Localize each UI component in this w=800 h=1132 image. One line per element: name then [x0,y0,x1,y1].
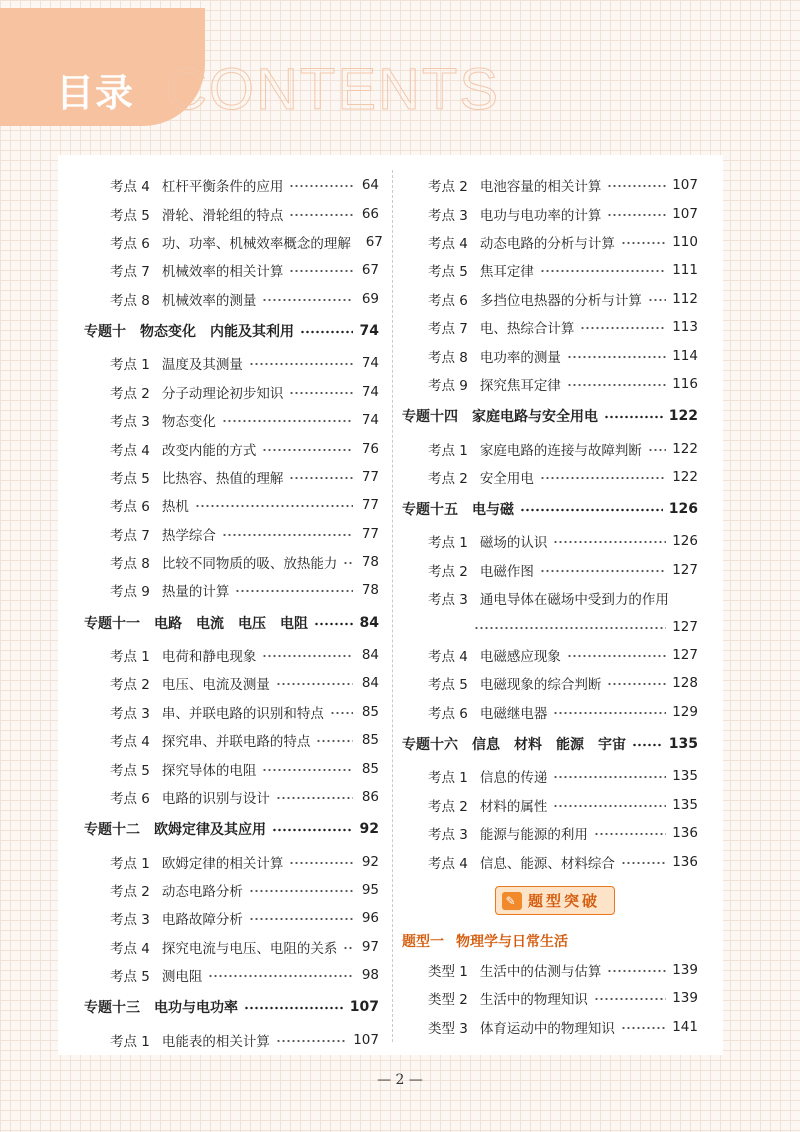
toc-entry-page: 74 [361,412,379,429]
toc-entry-label: 考点 4 [428,855,468,872]
toc-entry-page: 107 [672,177,698,194]
leader-dots [276,794,353,802]
leader-dots [553,802,666,810]
leader-dots [314,620,353,628]
leader-dots [607,680,666,688]
book-icon: ✎ [502,892,522,910]
toc-entry-title: 安全用电 [479,470,534,487]
toc-entry-label: 考点 1 [428,442,468,459]
toc-entry-page: 95 [361,881,379,898]
toc-entry-title: 探究电流与电压、电阻的关系 [161,940,338,957]
leader-dots [262,766,353,774]
toc-entry-label: 考点 9 [110,584,150,601]
toc-entry[interactable] [402,171,698,199]
toc-entry-page: 77 [361,497,379,514]
toc-entry[interactable] [84,491,379,519]
toc-entry-label: 考点 1 [110,1033,150,1050]
toc-entry-page: 110 [672,233,698,250]
leader-dots [648,446,666,454]
toc-entry-label: 考点 8 [110,292,150,309]
toc-entry-title: 通电导体在磁场中受到力的作用 [479,592,669,609]
toc-entry-page: 76 [361,440,379,457]
toc-entry[interactable] [84,698,379,726]
leader-dots [289,267,353,275]
leader-dots [648,296,666,304]
toc-entry[interactable] [84,285,379,313]
toc-entry-page: 74 [361,383,379,400]
toc-entry-title: 电池容量的相关计算 [479,179,602,196]
toc-entry[interactable] [84,349,379,377]
leader-dots [607,967,666,975]
toc-entry[interactable] [84,961,379,989]
toc-entry-page: 85 [361,732,379,749]
section-banner-label: 题型突破 [527,892,600,911]
toc-entry-title: 欧姆定律的相关计算 [161,855,284,872]
toc-entry-label: 考点 2 [428,563,468,580]
leader-dots [343,559,353,567]
toc-entry[interactable] [402,641,698,669]
toc-entry-title: 电、热综合计算 [479,321,575,338]
leader-dots [553,709,666,717]
toc-entry-title: 生活中的物理知识 [479,992,588,1009]
toc-entry[interactable] [402,285,698,313]
toc-entry-label: 考点 3 [428,827,468,844]
toc-entry-page: 92 [359,821,379,838]
leader-dots [276,680,353,688]
toc-entry-page: 107 [349,999,379,1016]
toc-entry[interactable] [84,406,379,434]
toc-entry-title: 测电阻 [161,969,203,986]
toc-entry-title: 动态电路分析 [161,883,243,900]
toc-entry-title: 电磁作图 [479,563,534,580]
toc-entry-title: 动态电路的分析与计算 [479,235,615,252]
toc-chapter-entry[interactable] [402,398,698,434]
leader-dots [262,652,353,660]
toc-entry-label: 专题十三 [84,1000,140,1017]
toc-entry-label: 考点 7 [428,321,468,338]
toc-entry-title: 多挡位电热器的分析与计算 [479,292,642,309]
toc-entry-title: 机械效率的相关计算 [161,264,284,281]
toc-entry[interactable] [402,463,698,491]
toc-entry-title: 热机 [161,499,189,516]
toc-entry-page: 126 [668,501,698,518]
toc-entry[interactable] [84,904,379,932]
toc-entry-label: 类型 1 [428,963,468,980]
toc-entry-page: 126 [672,533,698,550]
toc-section-heading[interactable] [402,926,698,956]
toc-entry[interactable] [84,199,379,227]
toc-entry[interactable] [84,256,379,284]
leader-dots [244,1004,344,1012]
leader-dots [567,381,666,389]
toc-entry-page: 86 [361,788,379,805]
toc-right-column [402,171,698,1041]
toc-entry-label: 考点 1 [110,649,150,666]
toc-entry-label: 考点 7 [110,264,150,281]
toc-entry[interactable] [84,228,383,256]
toc-entry-page: 139 [672,990,698,1007]
toc-entry-title: 能源与能源的利用 [479,827,588,844]
column-divider [392,170,393,1042]
leader-dots [520,506,663,514]
toc-entry[interactable] [84,847,379,875]
contents-watermark: CONTENTS [165,57,500,122]
toc-entry-label: 类型 3 [428,1020,468,1037]
leader-dots [249,915,353,923]
toc-entry-page: 97 [361,938,379,955]
leader-dots [594,995,666,1003]
toc-entry[interactable] [402,984,698,1012]
toc-entry-continuation[interactable] [402,612,698,640]
section-banner [495,886,615,915]
toc-entry-page: 66 [361,205,379,222]
toc-entry-label: 考点 4 [110,442,150,459]
leader-dots [222,531,353,539]
toc-entry[interactable] [402,1013,698,1041]
toc-entry-title: 改变内能的方式 [161,442,257,459]
toc-entry[interactable] [402,199,698,227]
toc-entry-title: 磁场的认识 [479,535,548,552]
toc-entry-page: 135 [668,736,698,753]
toc-entry-label: 专题十四 [402,409,458,426]
leader-dots [235,587,353,595]
toc-entry-label: 考点 4 [110,179,150,196]
leader-dots [540,567,666,575]
toc-entry-title: 电压、电流及测量 [161,677,270,694]
leader-dots [540,474,666,482]
toc-entry-title: 探究串、并联电路的特点 [161,734,311,751]
toc-entry-page: 84 [361,675,379,692]
toc-entry-title: 信息 材料 能源 宇宙 [472,737,626,754]
leader-dots [567,652,666,660]
toc-entry[interactable] [402,434,698,462]
toc-entry-title: 电功与电功率 [154,1000,238,1017]
toc-entry-title: 比较不同物质的吸、放热能力 [161,556,338,573]
toc-entry-page: 136 [672,825,698,842]
toc-entry-label: 考点 2 [110,883,150,900]
toc-entry-page: 127 [672,647,698,664]
toc-entry-page: 74 [361,355,379,372]
toc-entry-label: 考点 2 [428,179,468,196]
toc-entry-label: 考点 3 [110,414,150,431]
toc-entry-page: 85 [361,703,379,720]
page-number: — 2 — [377,1072,423,1088]
toc-entry-title: 电路故障分析 [161,912,243,929]
toc-chapter-entry[interactable] [402,491,698,527]
toc-entry-title: 电能表的相关计算 [161,1033,270,1050]
toc-entry-label: 考点 4 [110,940,150,957]
toc-entry-page: 122 [668,408,698,425]
toc-entry-page: 107 [353,1031,379,1048]
toc-entry-page: 135 [672,796,698,813]
leader-dots [343,944,353,952]
toc-entry-title: 家庭电路的连接与故障判断 [479,442,642,459]
leader-dots [567,353,666,361]
toc-entry-label: 考点 3 [428,207,468,224]
leader-dots [289,474,353,482]
leader-dots [580,324,666,332]
leader-dots [289,182,353,190]
toc-entry-page: 136 [672,853,698,870]
leader-dots [632,741,663,749]
toc-entry-page: 96 [361,910,379,927]
toc-section-label: 题型一 [402,933,444,950]
toc-entry-page: 78 [361,582,379,599]
toc-entry-page: 74 [359,323,379,340]
toc-entry-page: 77 [361,468,379,485]
toc-entry[interactable] [84,641,379,669]
toc-chapter-entry[interactable] [84,313,379,349]
toc-entry-title: 温度及其测量 [161,357,243,374]
toc-entry-label: 考点 1 [428,535,468,552]
toc-entry-page: 127 [672,561,698,578]
toc-entry-label: 考点 4 [428,235,468,252]
toc-entry-label: 考点 2 [428,798,468,815]
toc-entry[interactable] [402,584,698,612]
toc-entry[interactable] [84,378,379,406]
toc-entry-title: 电功率的测量 [479,349,561,366]
toc-entry-page: 69 [361,290,379,307]
toc-entry-page: 77 [361,525,379,542]
toc-entry-label: 考点 1 [110,357,150,374]
toc-entry[interactable] [84,171,379,199]
toc-entry-title: 比热容、热值的理解 [161,470,284,487]
toc-entry-label: 考点 6 [110,790,150,807]
leader-dots [540,267,666,275]
toc-entry-label: 专题十六 [402,737,458,754]
page-title: 目录 [56,71,135,115]
toc-entry-page: 67 [361,262,379,279]
toc-entry-label: 考点 6 [428,705,468,722]
toc-entry-page: 98 [361,967,379,984]
toc-entry[interactable] [402,791,698,819]
toc-entry[interactable] [402,819,698,847]
toc-entry-title: 生活中的估测与估算 [479,963,602,980]
toc-entry-page: 116 [672,375,698,392]
leader-dots [208,972,353,980]
toc-entry[interactable] [402,669,698,697]
toc-entry-page: 122 [672,468,698,485]
toc-entry-page: 64 [361,177,379,194]
toc-entry[interactable] [84,576,379,604]
toc-entry[interactable] [402,847,698,875]
toc-entry-title: 电路的识别与设计 [161,790,270,807]
leader-dots [316,737,353,745]
section-banner-row [402,876,698,926]
toc-entry[interactable] [84,876,379,904]
toc-entry[interactable] [402,698,698,726]
toc-entry[interactable] [402,341,698,369]
toc-entry-page: 84 [359,614,379,631]
toc-entry-page: 107 [672,205,698,222]
toc-entry-label: 考点 6 [428,292,468,309]
toc-entry-title: 电路 电流 电压 电阻 [154,615,308,632]
toc-entry-title: 串、并联电路的识别和特点 [161,705,324,722]
toc-entry-label: 考点 8 [110,556,150,573]
toc-entry-label: 考点 4 [110,734,150,751]
toc-entry-page: 127 [672,618,698,635]
leader-dots [553,773,666,781]
leader-dots [289,389,353,397]
toc-entry-label: 专题十一 [84,615,140,632]
toc-entry-title: 杠杆平衡条件的应用 [161,179,284,196]
leader-dots [621,1024,666,1032]
toc-entry-label: 考点 5 [110,207,150,224]
toc-entry-label: 专题十二 [84,822,140,839]
toc-entry[interactable] [402,556,698,584]
leader-dots [289,211,353,219]
leader-dots [262,296,353,304]
toc-entry-page: 84 [361,647,379,664]
toc-entry-label: 考点 2 [110,677,150,694]
leader-dots [621,859,666,867]
leader-dots [300,328,353,336]
toc-entry-label: 考点 4 [428,649,468,666]
toc-entry-label: 考点 3 [428,592,468,609]
toc-left-column [84,171,383,1054]
toc-entry-page: 111 [672,262,698,279]
toc-entry-label: 考点 5 [428,677,468,694]
toc-entry[interactable] [84,754,379,782]
toc-entry[interactable] [402,256,698,284]
toc-entry-page: 139 [672,961,698,978]
toc-entry[interactable] [402,956,698,984]
toc-entry-label: 考点 6 [110,235,150,252]
toc-entry-page: 67 [365,233,383,250]
toc-entry-title: 体育运动中的物理知识 [479,1020,615,1037]
toc-section-title: 物理学与日常生活 [456,933,568,950]
toc-entry[interactable] [84,933,379,961]
leader-dots [607,182,666,190]
toc-entry[interactable] [84,783,379,811]
toc-entry-page: 122 [672,440,698,457]
toc-entry-title: 电荷和静电现象 [161,649,257,666]
toc-entry-title: 信息、能源、材料综合 [479,855,615,872]
toc-entry-page: 78 [361,554,379,571]
toc-entry-title: 信息的传递 [479,770,548,787]
toc-entry-title: 探究导体的电阻 [161,762,257,779]
toc-entry-page: 112 [672,290,698,307]
toc-entry-title: 电功与电功率的计算 [479,207,602,224]
toc-entry[interactable] [402,228,698,256]
toc-entry-label: 考点 8 [428,349,468,366]
toc-entry-title: 物态变化 [161,414,216,431]
toc-chapter-entry[interactable] [84,989,379,1025]
leader-dots [621,239,666,247]
toc-entry-title: 欧姆定律及其应用 [154,822,266,839]
toc-entry-page: 114 [672,347,698,364]
toc-entry-title: 热量的计算 [161,584,230,601]
toc-entry-label: 考点 3 [110,912,150,929]
toc-entry-title: 滑轮、滑轮组的特点 [161,207,284,224]
toc-entry[interactable] [84,669,379,697]
toc-entry-label: 考点 5 [110,470,150,487]
toc-entry-label: 专题十五 [402,502,458,519]
toc-entry[interactable] [84,726,379,754]
toc-entry-label: 考点 6 [110,499,150,516]
toc-entry-title: 电磁继电器 [479,705,548,722]
toc-entry-title: 功、功率、机械效率概念的理解 [161,235,351,252]
toc-entry-page: 85 [361,760,379,777]
toc-entry-title: 分子动理论初步知识 [161,385,284,402]
leader-dots [195,502,353,510]
toc-entry-label: 考点 9 [428,377,468,394]
toc-entry-title: 电与磁 [472,502,514,519]
leader-dots [249,360,353,368]
leader-dots [553,538,666,546]
toc-entry-page: 129 [672,703,698,720]
toc-entry-title: 机械效率的测量 [161,292,257,309]
leader-dots [289,859,353,867]
toc-entry-title: 焦耳定律 [479,264,534,281]
toc-entry-page: 128 [672,675,698,692]
leader-dots [249,887,353,895]
leader-dots [262,446,353,454]
toc-entry-label: 考点 5 [110,762,150,779]
toc-entry[interactable] [84,519,379,547]
toc-entry[interactable] [84,1026,379,1054]
toc-entry-label: 考点 3 [110,705,150,722]
leader-dots [604,413,663,421]
toc-entry[interactable] [84,434,379,462]
leader-dots [607,211,666,219]
toc-entry[interactable] [402,527,698,555]
toc-entry-title: 物态变化 内能及其利用 [140,324,294,341]
toc-entry-page: 92 [361,853,379,870]
toc-chapter-entry[interactable] [84,605,379,641]
leader-dots [594,830,666,838]
toc-entry-label: 类型 2 [428,992,468,1009]
toc-entry-label: 考点 2 [110,385,150,402]
toc-entry-label: 考点 1 [428,770,468,787]
toc-entry-label: 专题十 [84,324,126,341]
toc-entry[interactable] [402,370,698,398]
toc-entry-title: 探究焦耳定律 [479,377,561,394]
toc-chapter-entry[interactable] [402,726,698,762]
toc-entry-label: 考点 5 [110,969,150,986]
leader-dots [276,1037,347,1045]
toc-entry-page: 141 [672,1018,698,1035]
leader-dots [272,826,353,834]
toc-chapter-entry[interactable] [84,811,379,847]
toc-entry-title: 家庭电路与安全用电 [472,409,598,426]
leader-dots [330,709,353,717]
toc-entry-title: 电磁感应现象 [479,649,561,666]
toc-entry-title: 电磁现象的综合判断 [479,677,602,694]
toc-entry-title: 材料的属性 [479,798,548,815]
toc-entry[interactable] [402,762,698,790]
toc-entry-label: 考点 7 [110,527,150,544]
toc-entry[interactable] [84,463,379,491]
toc-entry-label: 考点 5 [428,264,468,281]
leader-dots [222,417,353,425]
toc-entry[interactable] [84,548,379,576]
toc-entry-label: 考点 1 [110,855,150,872]
toc-entry-page: 113 [672,319,698,336]
toc-entry-title: 热学综合 [161,527,216,544]
leader-dots [474,624,666,632]
toc-entry-label: 考点 2 [428,470,468,487]
toc-entry-page: 135 [672,768,698,785]
toc-entry[interactable] [402,313,698,341]
